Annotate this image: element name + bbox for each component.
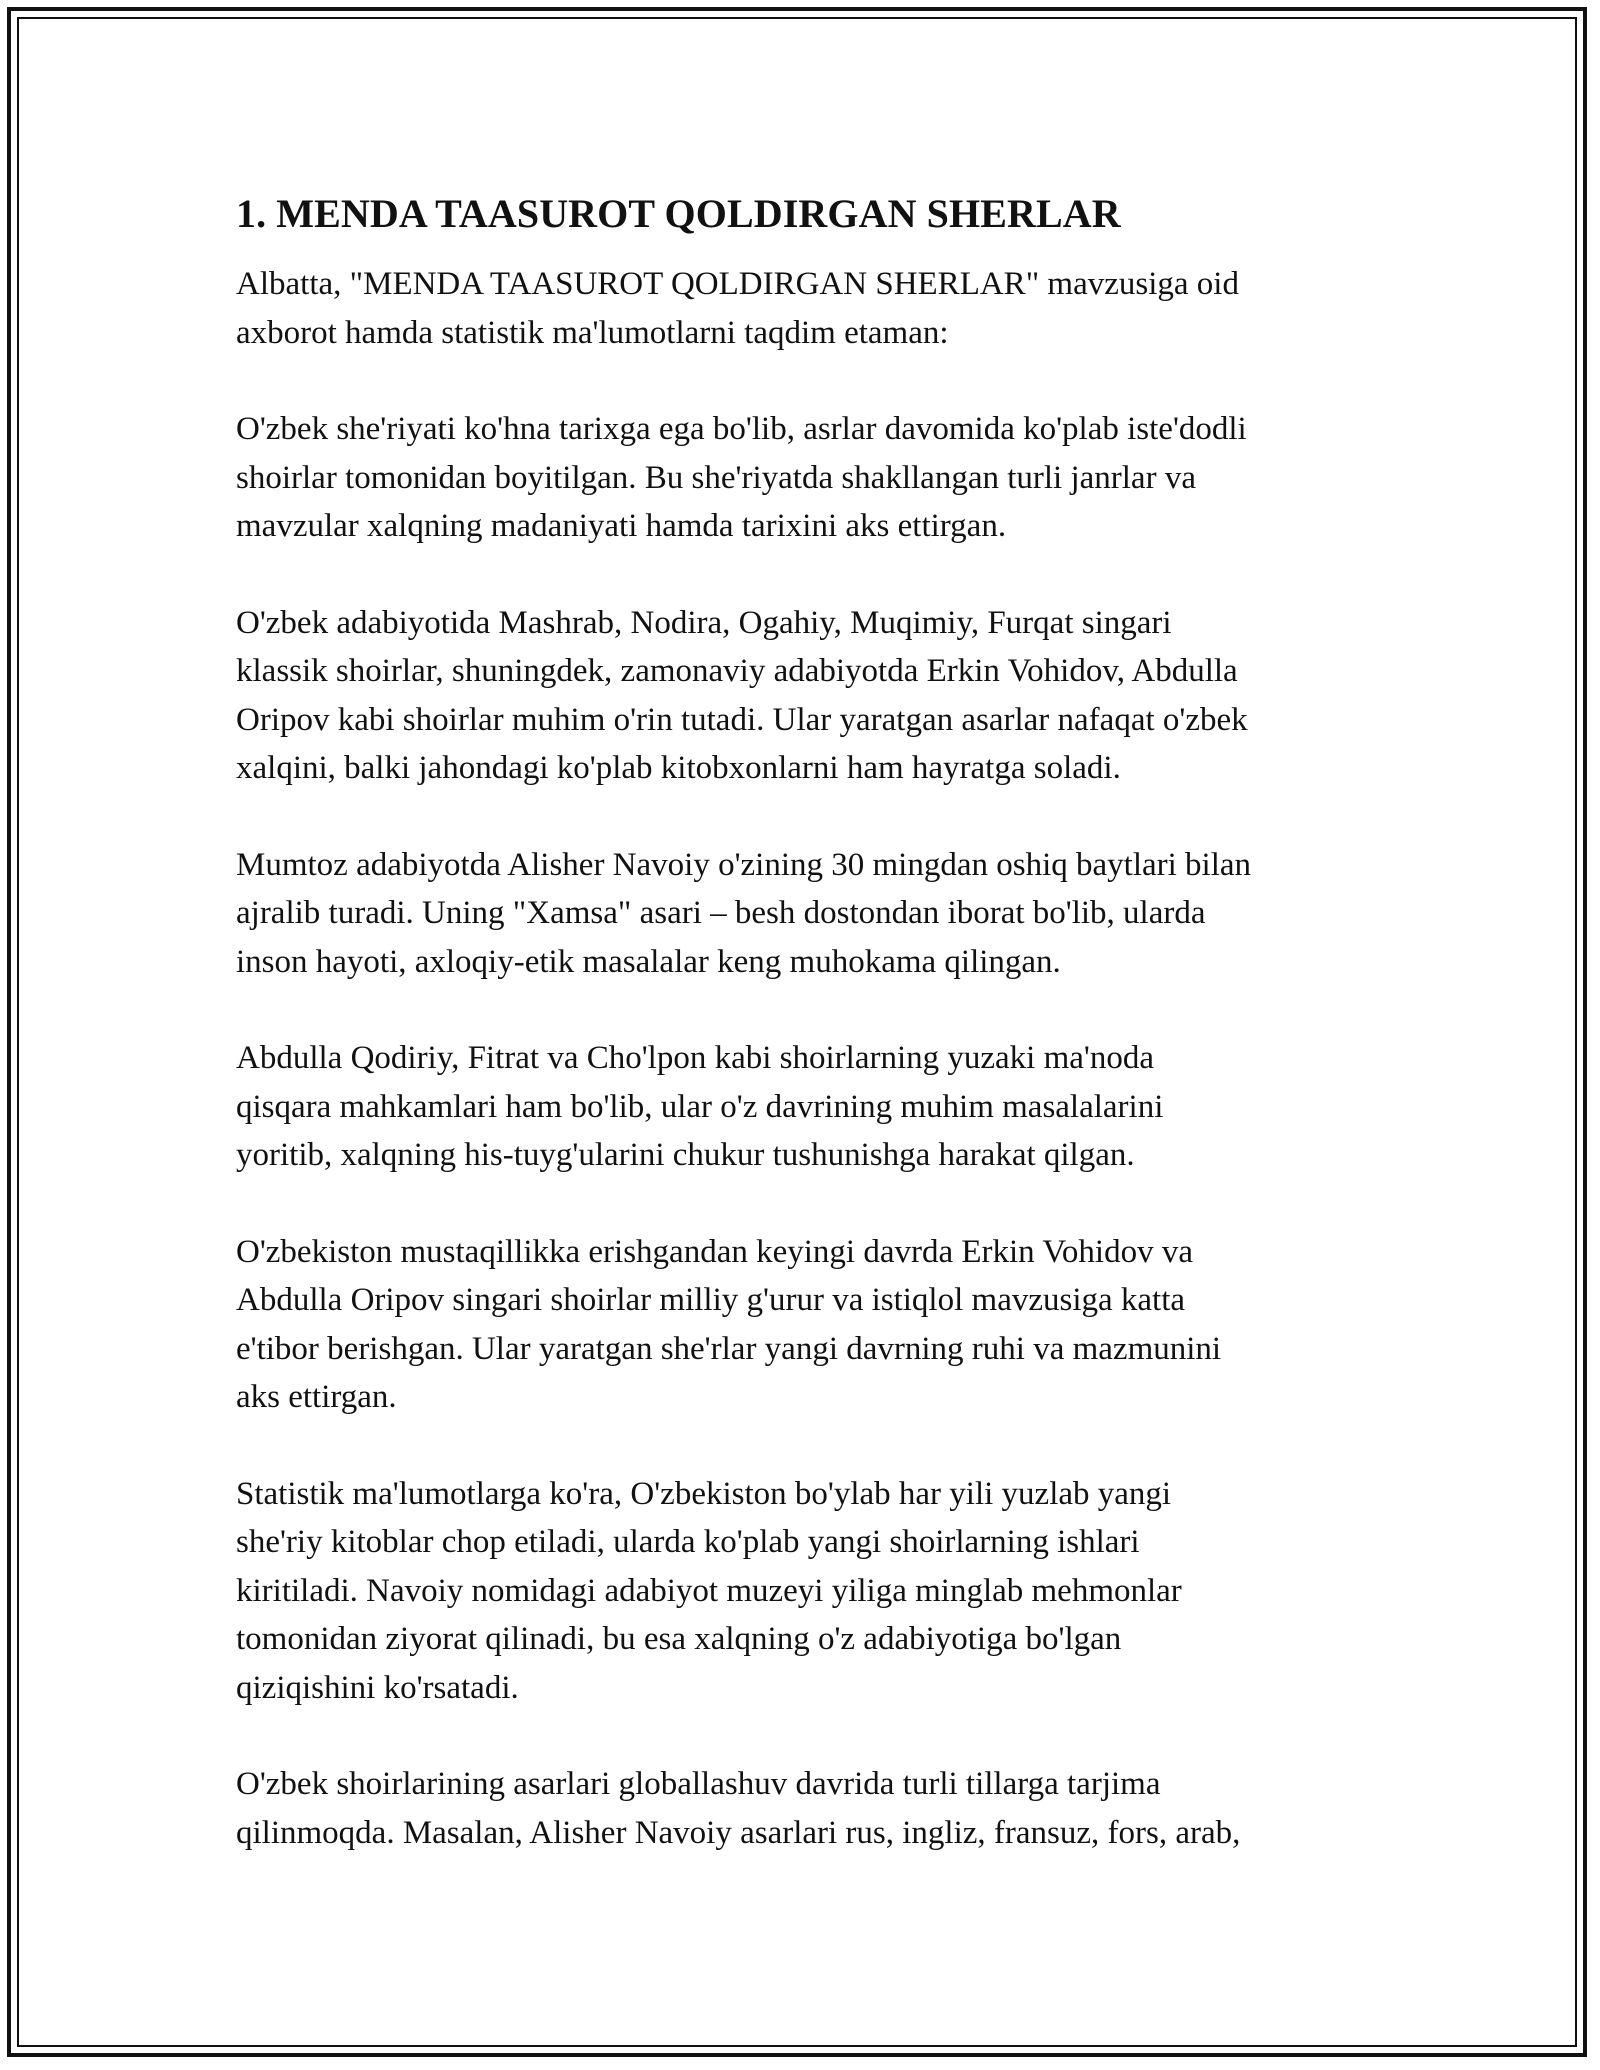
paragraph [236,405,1366,551]
text-line: tomonidan ziyorat qilinadi, bu esa xalqning o'z adabiyotiga bo'lgan [236,1621,1122,1657]
text-line: shoirlar tomonidan boyitilgan. Bu she'riyatda shakllangan turli janrlar va [236,459,1196,496]
text-line: inson hayoti, axloqiy-etik masalalar keng muhokama qilingan. [236,943,1061,980]
paragraph [236,599,1366,793]
text-line: Abdulla Oripov singari shoirlar milliy g'urur va istiqlol mavzusiga katta [236,1282,1186,1318]
paragraph-list [236,260,1366,1857]
text-line: mavzular xalqning madaniyati hamda tarixini aks ettirgan. [236,508,1007,544]
text-line: kiritiladi. Navoiy nomidagi adabiyot muzeyi yiliga minglab mehmonlar [236,1572,1182,1609]
text-line: e'tibor berishgan. Ular yaratgan she'rlar yangi davrning ruhi va mazmunini [236,1330,1222,1367]
text-line: Oripov kabi shoirlar muhim o'rin tutadi. Ular yaratgan asarlar nafaqat o'zbek [236,701,1248,738]
text-line: yoritib, xalqning his-tuyg'ularini chukur tushunishga harakat qilgan. [236,1137,1135,1173]
text-line: aks ettirgan. [236,1379,397,1415]
text-line: she'riy kitoblar chop etiladi, ularda ko'plab yangi shoirlarning ishlari [236,1524,1140,1560]
paragraph [236,260,1366,357]
text-line: Abdulla Qodiriy, Fitrat va Cho'lpon kabi shoirlarning yuzaki ma'noda [236,1040,1155,1076]
document-title: 1. MENDA TAASUROT QOLDIRGAN SHERLAR [236,191,1121,236]
text-line: Albatta, "MENDA TAASUROT QOLDIRGAN SHERLAR" mavzusiga oid [236,266,1239,302]
text-line: Statistik ma'lumotlarga ko'ra, O'zbekiston bo'ylab har yili yuzlab yangi [236,1475,1172,1512]
paragraph [236,1228,1366,1422]
text-line: ajralib turadi. Uning "Xamsa" asari – besh dostondan iborat bo'lib, ularda [236,895,1206,931]
paragraph [236,1470,1366,1713]
text-line: O'zbek shoirlarining asarlari globallashuv davrida turli tillarga tarjima [236,1766,1161,1802]
text-line: Mumtoz adabiyotda Alisher Navoiy o'zining 30 mingdan oshiq baytlari bilan [236,846,1252,883]
text-line: axborot hamda statistik ma'lumotlarni taqdim etaman: [236,314,949,351]
text-line: O'zbek she'riyati ko'hna tarixga ega bo'lib, asrlar davomida ko'plab iste'dodli [236,411,1247,447]
text-line: qisqara mahkamlari ham bo'lib, ular o'z davrining muhim masalalarini [236,1088,1164,1125]
document-body [236,190,1366,1905]
text-line: xalqini, balki jahondagi ko'plab kitobxonlarni ham hayratga soladi. [236,750,1121,786]
text-line: O'zbek adabiyotida Mashrab, Nodira, Ogahiy, Muqimiy, Furqat singari [236,604,1172,641]
paragraph [236,841,1366,987]
text-line: qilinmoqda. Masalan, Alisher Navoiy asarlari rus, ingliz, fransuz, fors, arab, [236,1814,1241,1851]
paragraph [236,1760,1366,1857]
paragraph [236,1034,1366,1180]
text-line: qiziqishini ko'rsatadi. [236,1669,519,1706]
text-line: O'zbekiston mustaqillikka erishgandan keyingi davrda Erkin Vohidov va [236,1233,1193,1270]
text-line: klassik shoirlar, shuningdek, zamonaviy adabiyotda Erkin Vohidov, Abdulla [236,653,1238,689]
